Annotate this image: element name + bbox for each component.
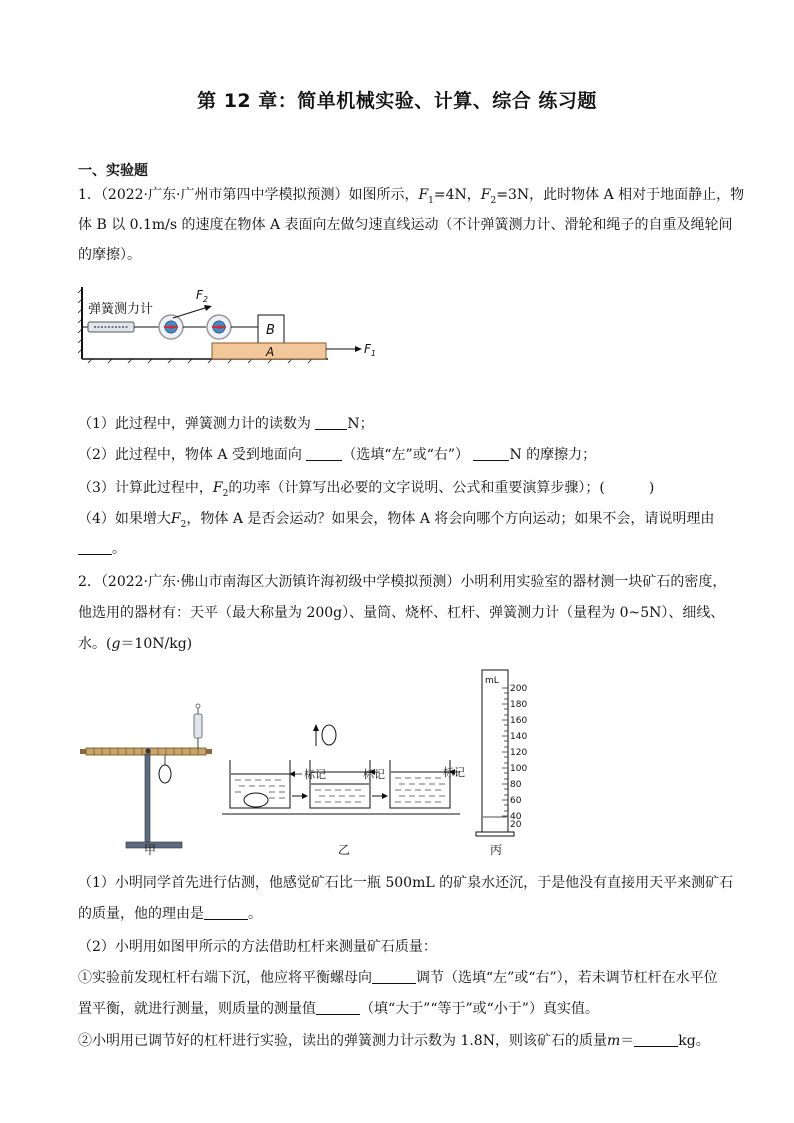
q1-intro: 如图所示， [348, 187, 419, 203]
q1-f1-sub: 1 [428, 195, 434, 206]
fig1-f2-label: $F_2$ [196, 288, 208, 304]
cyl-tick-180: 180 [510, 700, 528, 710]
beaker-1 [230, 760, 290, 808]
q1-s2-text-a: （2）此过程中，物体 A 受到地面向 [78, 447, 302, 463]
q2-s1-blank[interactable] [204, 904, 248, 920]
section-heading: 一、实验题 [78, 163, 148, 179]
beaker-3 [390, 760, 450, 808]
q1-s4-blank[interactable] [78, 539, 112, 555]
q1-s3-text-b: 的功率（计算写出必要的文字说明、公式和重要演算步骤）；( [228, 480, 605, 496]
q1-s3-f: F [212, 480, 223, 496]
q2-sub-2: （2）小明用如图甲所示的方法借助杠杆来测量矿石质量： [78, 939, 437, 955]
cyl-tick-100: 100 [510, 764, 528, 774]
cyl-tick-200: 200 [510, 684, 528, 694]
q1-f2-sub: 2 [490, 195, 497, 206]
q1-s2-blank-1[interactable] [306, 445, 342, 461]
q2-s21-text-a: ①实验前发现杠杆右端下沉，他应将平衡螺母向 [78, 970, 372, 986]
label-bing: 丙 [490, 843, 503, 857]
q2-s22-blank[interactable] [634, 1031, 678, 1047]
mark-label-3: 标记 [443, 766, 465, 779]
q1-s3-text-c: ) [648, 480, 655, 496]
block-a-label: A [266, 345, 275, 359]
q1-s3-text-a: （3）计算此过程中， [78, 480, 213, 496]
q1-s2-blank-2[interactable] [473, 445, 509, 461]
q2-sub-2-2 [78, 1026, 718, 1056]
q2-s21-text-b: 调节（选填“左”或“右”），若未调节杠杆在水平位 [416, 970, 718, 986]
q1-f1: F [418, 187, 429, 203]
q1-f2: F [480, 187, 491, 203]
cyl-tick-80: 80 [510, 780, 522, 790]
cyl-tick-60: 60 [510, 796, 522, 806]
q1-s1-end: N； [347, 416, 374, 432]
cyl-tick-140: 140 [510, 732, 528, 742]
q2-line-2: 他选用的器材有：天平（最大称量为 200g）、量筒、烧杯、杠杆、弹簧测力计（量程为 0~5N）、细线、 [78, 605, 725, 621]
q1-s3-sub: 2 [222, 488, 229, 499]
q2-s22-eq: ＝ [620, 1033, 635, 1049]
q1-sub-4-cont [78, 534, 718, 564]
q2-s21-blank-1[interactable] [372, 968, 416, 984]
q1-s1-text: （1）此过程中，弹簧测力计的读数为 [78, 416, 311, 432]
fig1-f1-label: $F_1$ [364, 342, 376, 358]
q2-sub-1-cont [78, 899, 718, 929]
q2-s21-text-c: 置平衡，就进行测量，则质量的测量值 [78, 1001, 316, 1017]
cyl-tick-120: 120 [510, 748, 528, 758]
q2-sub-1: （1）小明同学首先进行估测，他感觉矿石比一瓶 500mL 的矿泉水还沉，于是他没有直接用天平来测矿石 [78, 875, 734, 891]
q1-sub-2 [78, 440, 718, 470]
cyl-tick-40: 40 [510, 812, 522, 822]
mark-label-2: 标记 [363, 768, 385, 781]
q1-s2-text-c: N 的摩擦力； [509, 447, 597, 463]
q2-line-3 [78, 629, 718, 659]
q1-f2-value: =3N，此时物体 A 相对于地面静止，物 [496, 187, 745, 203]
q2-s21-blank-2[interactable] [316, 999, 360, 1015]
q2-g: g [111, 636, 121, 652]
q2-s22-m: m [606, 1033, 621, 1049]
q1-figure [76, 283, 386, 365]
page-title: 第 12 章：简单机械实验、计算、综合 练习题 [197, 90, 597, 112]
q2-sub-2-1-cont [78, 994, 718, 1024]
q2-s22-unit: kg。 [678, 1033, 710, 1049]
q1-number: 1． [78, 187, 101, 203]
q2-figure [76, 664, 546, 864]
q1-sub-1 [78, 409, 718, 439]
q2-line3-a: 水。( [78, 636, 112, 652]
q1-s1-blank[interactable] [315, 414, 347, 430]
q1-f1-value: =4N， [433, 187, 481, 203]
spring-scale-label: 弹簧测力计 [88, 302, 154, 317]
lever-apparatus [80, 704, 212, 848]
q1-line-3: 的摩擦）。 [78, 247, 141, 263]
q1-source: （2022·广东·广州市第四中学模拟预测） [100, 187, 349, 203]
mark-label-1: 标记 [304, 768, 326, 781]
label-jia: 甲 [144, 843, 157, 857]
q2-s1-text-b: 的质量，他的理由是 [78, 906, 204, 922]
q2-sub-2-1 [78, 963, 718, 993]
q2-line-1: 2．（2022·广东·佛山市南海区大沥镇许海初级中学模拟预测）小明利用实验室的器材测一块矿石的密度， [78, 574, 727, 590]
label-yi: 乙 [338, 843, 351, 857]
q1-s4-text-a: （4）如果增大 [78, 511, 171, 527]
cyl-tick-160: 160 [510, 716, 528, 726]
q1-line-2: 体 B 以 0.1m/s 的速度在物体 A 表面向左做匀速直线运动（不计弹簧测力计、滑轮和绳子的自重及绳轮间 [78, 217, 733, 233]
cylinder-unit: mL [485, 676, 499, 686]
q1-s4-f: F [170, 511, 181, 527]
q1-s4-sub: 2 [180, 519, 187, 530]
q1-s2-text-b: （选填“左”或“右”） [342, 447, 470, 463]
q2-s22-text-a: ②小明用已调节好的杠杆进行实验，读出的弹簧测力计示数为 1.8N，则该矿石的质量 [78, 1033, 607, 1049]
block-b-label: B [266, 323, 275, 338]
q2-line3-b: ＝10N/kg) [120, 636, 193, 652]
q1-s4-text-b: ，物体 A 是否会运动？如果会，物体 A 将会向哪个方向运动；如果不会，请说明理由 [186, 511, 715, 527]
q2-s21-text-d: （填“大于”“等于”或“小于”）真实值。 [360, 1001, 599, 1017]
cyl-tick-20: 20 [510, 820, 522, 830]
q2-s1-end: 。 [248, 906, 262, 922]
measuring-cylinder [476, 670, 527, 836]
q1-s4-end: 。 [112, 541, 126, 557]
